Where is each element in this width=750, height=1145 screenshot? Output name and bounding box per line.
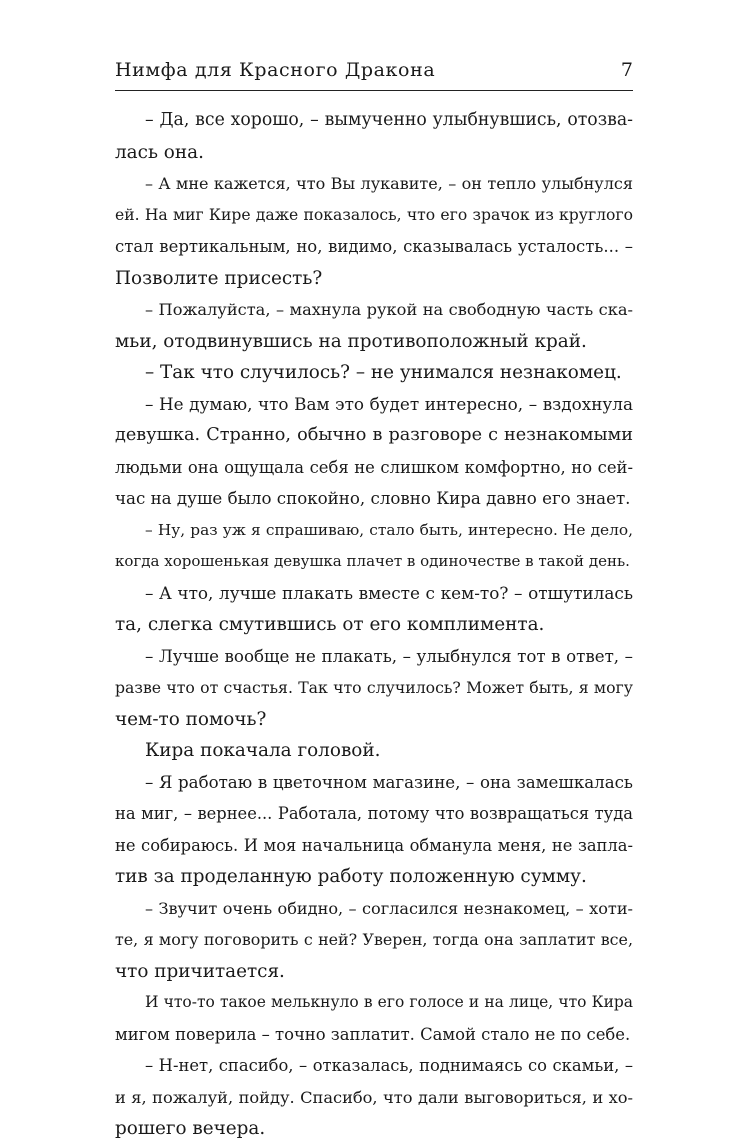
text-line: – Да, все хорошо, – вымученно улыбнувшись, отозва- — [145, 110, 633, 130]
text-line: – Я работаю в цветочном магазине, – она замешкалась — [145, 772, 633, 792]
text-line: – Не думаю, что Вам это будет интересно, – вздохнула — [145, 393, 633, 414]
paragraph — [115, 389, 633, 515]
text-line: те, я могу поговорить с ней? Уверен, тогда она заплатит все, — [115, 930, 633, 949]
paragraph — [115, 893, 633, 988]
text-line: когда хорошенькая девушка плачет в одиночестве в такой день. — [115, 552, 630, 570]
paragraph — [115, 987, 633, 1050]
text-line: мигом поверила – точно заплатит. Самой стало не по себе. — [115, 1024, 631, 1044]
paragraph — [115, 578, 633, 641]
text-line: мьи, отодвинувшись на противоположный край. — [115, 330, 587, 352]
text-line: ей. На миг Кире даже показалось, что его зрачок из круглого — [115, 205, 633, 224]
page-number: 7 — [620, 59, 633, 81]
text-line: девушка. Странно, обычно в разговоре с незнакомыми — [115, 425, 633, 445]
text-line: Позволите присесть? — [115, 267, 323, 289]
text-line: та, слегка смутившись от его комплимента. — [115, 614, 545, 635]
text-line: – А что, лучше плакать вместе с кем-то? – отшутилась — [145, 582, 633, 603]
running-title: Нимфа для Красного Дракона — [115, 59, 436, 81]
text-line: – Так что случилось? – не унимался незнакомец. — [145, 362, 622, 383]
text-line: разве что от счастья. Так что случилось? Может быть, я могу — [115, 678, 633, 697]
text-line: людьми она ощущала себя не слишком комфортно, но сей- — [115, 457, 633, 477]
text-line: рошего вечера. — [115, 1118, 266, 1139]
body-text — [115, 105, 633, 1145]
text-line: на миг, – вернее... Работала, потому что возвращаться туда — [115, 804, 633, 823]
paragraph — [115, 1050, 633, 1145]
text-line: час на душе было спокойно, словно Кира давно его знает. — [115, 489, 631, 508]
text-line: тив за проделанную работу положенную сумму. — [115, 866, 587, 887]
paragraph — [115, 515, 633, 578]
page-header — [115, 58, 633, 91]
paragraph — [115, 735, 633, 767]
text-line: лась она. — [115, 141, 204, 163]
text-line: – Лучше вообще не плакать, – улыбнулся тот в ответ, – — [145, 646, 633, 666]
paragraph — [115, 641, 633, 736]
text-line: – Ну, раз уж я спрашиваю, стало быть, интересно. Не дело, — [145, 520, 633, 539]
text-line: – Звучит очень обидно, – согласился незнакомец, – хоти- — [145, 898, 633, 918]
paragraph — [115, 168, 633, 294]
paragraph — [115, 105, 633, 168]
text-line: что причитается. — [115, 960, 285, 982]
paragraph — [115, 294, 633, 357]
text-line: – Н-нет, спасибо, – отказалась, поднимаясь со скамьи, – — [145, 1056, 633, 1075]
paragraph — [115, 767, 633, 893]
text-line: и я, пожалуй, пойду. Спасибо, что дали выговориться, и хо- — [115, 1087, 633, 1107]
paragraph — [115, 357, 633, 389]
text-line: И что-то такое мелькнуло в его голосе и на лице, что Кира — [145, 993, 633, 1011]
text-line: Кира покачала головой. — [145, 740, 381, 761]
text-line: чем-то помочь? — [115, 708, 267, 730]
text-line: стал вертикальным, но, видимо, сказывалась усталость... – — [115, 237, 633, 256]
text-line: не собираюсь. И моя начальница обманула меня, не запла- — [115, 835, 633, 855]
text-line: – Пожалуйста, – махнула рукой на свободную часть ска- — [145, 300, 633, 319]
text-line: – А мне кажется, что Вы лукавите, – он тепло улыбнулся — [145, 174, 633, 193]
